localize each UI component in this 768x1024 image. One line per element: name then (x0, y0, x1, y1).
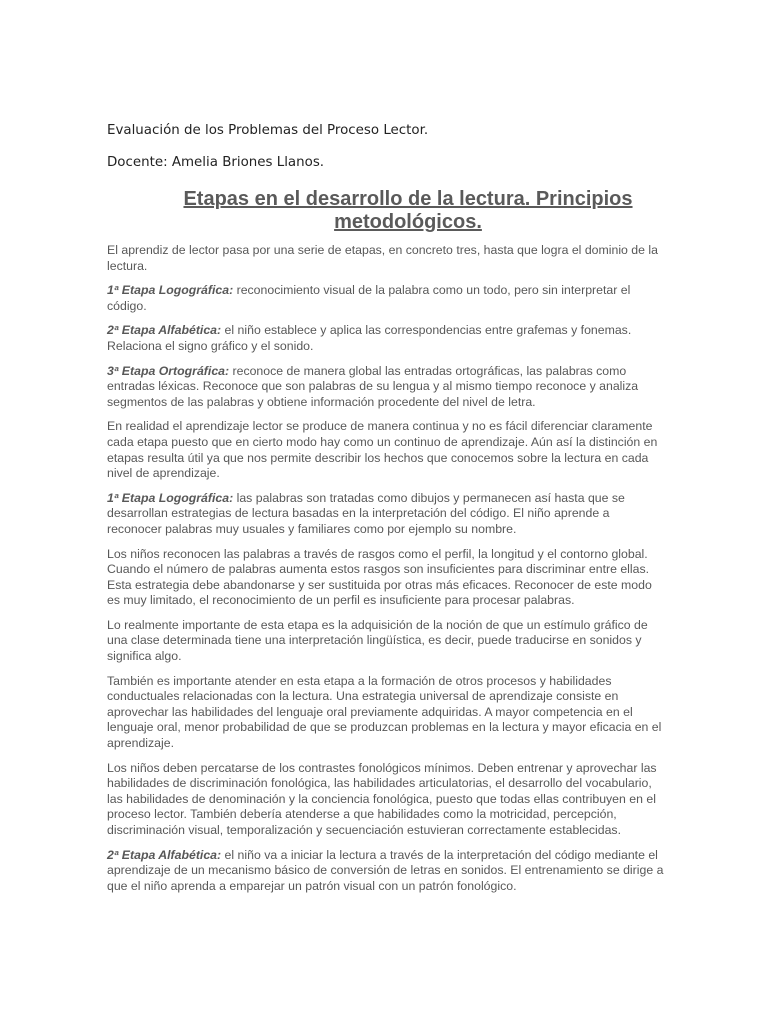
paragraph-text: El aprendiz de lector pasa por una serie de etapas, en concreto tres, hasta que logra el dominio de la lectura. (107, 243, 658, 273)
section-heading: Etapas en el desarrollo de la lectura. Principios metodológicos. (183, 188, 633, 233)
paragraph-text: Los niños deben percatarse de los contrastes fonológicos mínimos. Deben entrenar y aprovechar las habilidades de discriminación fonológica, las habilidades articulatorias, el desarrollo del vocabulario, las habilidades de denominación y la conciencia fonológica, puesto que todas ellas contribuyen en el proceso lector. También debería atenderse a que habilidades como la motricidad, percepción, discriminación visual, temporalización y secuenciación estuvieran correctamente establecidas. (107, 760, 657, 837)
paragraph (107, 323, 667, 354)
paragraph-label: 1ª Etapa Logográfica: (107, 490, 234, 505)
paragraph (107, 243, 667, 274)
paragraph (107, 491, 667, 538)
paragraph-label: 1ª Etapa Logográfica: (107, 283, 234, 298)
paragraph (107, 618, 667, 665)
course-title: Evaluación de los Problemas del Proceso Lector. (107, 123, 429, 138)
paragraph (107, 547, 667, 609)
paragraph (107, 364, 667, 411)
paragraph-text: También es importante atender en esta etapa a la formación de otros procesos y habilidades conductuales relacionadas con la lectura. Una estrategia universal de aprendizaje consiste en aprovechar las habilidades del lenguaje oral previamente adquiridas. A mayor competencia en el lenguaje oral, menor probabilidad de que se produzcan problemas en la lectura y mayor eficacia en el aprendizaje. (107, 673, 662, 751)
paragraph-text: reconoce de manera global las entradas ortográficas, las palabras como entradas léxicas. Reconoce que son palabras de su lengua y al mismo tiempo reconoce y analiza segmentos de las palabras y obtiene información procedente del nivel de letra. (107, 363, 639, 409)
paragraph-label: 3ª Etapa Ortográfica: (107, 363, 230, 378)
paragraph (107, 283, 667, 314)
paragraph-text: el niño va a iniciar la lectura a través de la interpretación del código mediante el aprendizaje de un mecanismo básico de conversión de letras en sonidos. El entrenamiento se dirige a que el niño aprenda a emparejar un patrón visual con un patrón fonológico. (107, 847, 664, 893)
paragraph (107, 848, 667, 895)
paragraph-text: las palabras son tratadas como dibujos y permanecen así hasta que se desarrollan estrategias de lectura basadas en la interpretación del código. El niño aprende a reconocer palabras muy usuales y familiares como por ejemplo su nombre. (107, 490, 625, 536)
paragraph-label: 2ª Etapa Alfabética: (107, 323, 222, 338)
paragraph-text: reconocimiento visual de la palabra como un todo, pero sin interpretar el código. (107, 283, 631, 313)
paragraph-label: 2ª Etapa Alfabética: (107, 847, 222, 862)
paragraph (107, 761, 667, 839)
paragraph-text: el niño establece y aplica las correspondencias entre grafemas y fonemas. Relaciona el signo gráfico y el sonido. (107, 323, 632, 353)
paragraph-text: En realidad el aprendizaje lector se produce de manera continua y no es fácil diferenciar claramente cada etapa puesto que en cierto modo hay como un continuo de aprendizaje. Aún así la distinción en etapas resulta útil ya que nos permite describir los hechos que conocemos sobre la lectura en cada nivel de aprendizaje. (107, 419, 658, 481)
paragraph (107, 674, 667, 752)
paragraph-text: Lo realmente importante de esta etapa es la adquisición de la noción de que un estímulo gráfico de una clase determinada tiene una interpretación lingüística, es decir, puede traducirse en sonidos y significa algo. (107, 617, 648, 664)
paragraph (107, 419, 667, 481)
body-text (107, 243, 667, 903)
teacher-name: Docente: Amelia Briones Llanos. (107, 155, 325, 170)
paragraph-text: Los niños reconocen las palabras a través de rasgos como el perfil, la longitud y el contorno global. Cuando el número de palabras aumenta estos rasgos son insuficientes para discriminar entre ellas. Esta estrategia debe abandonarse y ser sustituida por otras más eficaces. Reconocer de este modo es muy limitado, el reconocimiento de un perfil es insuficiente para procesar palabras. (107, 546, 652, 608)
